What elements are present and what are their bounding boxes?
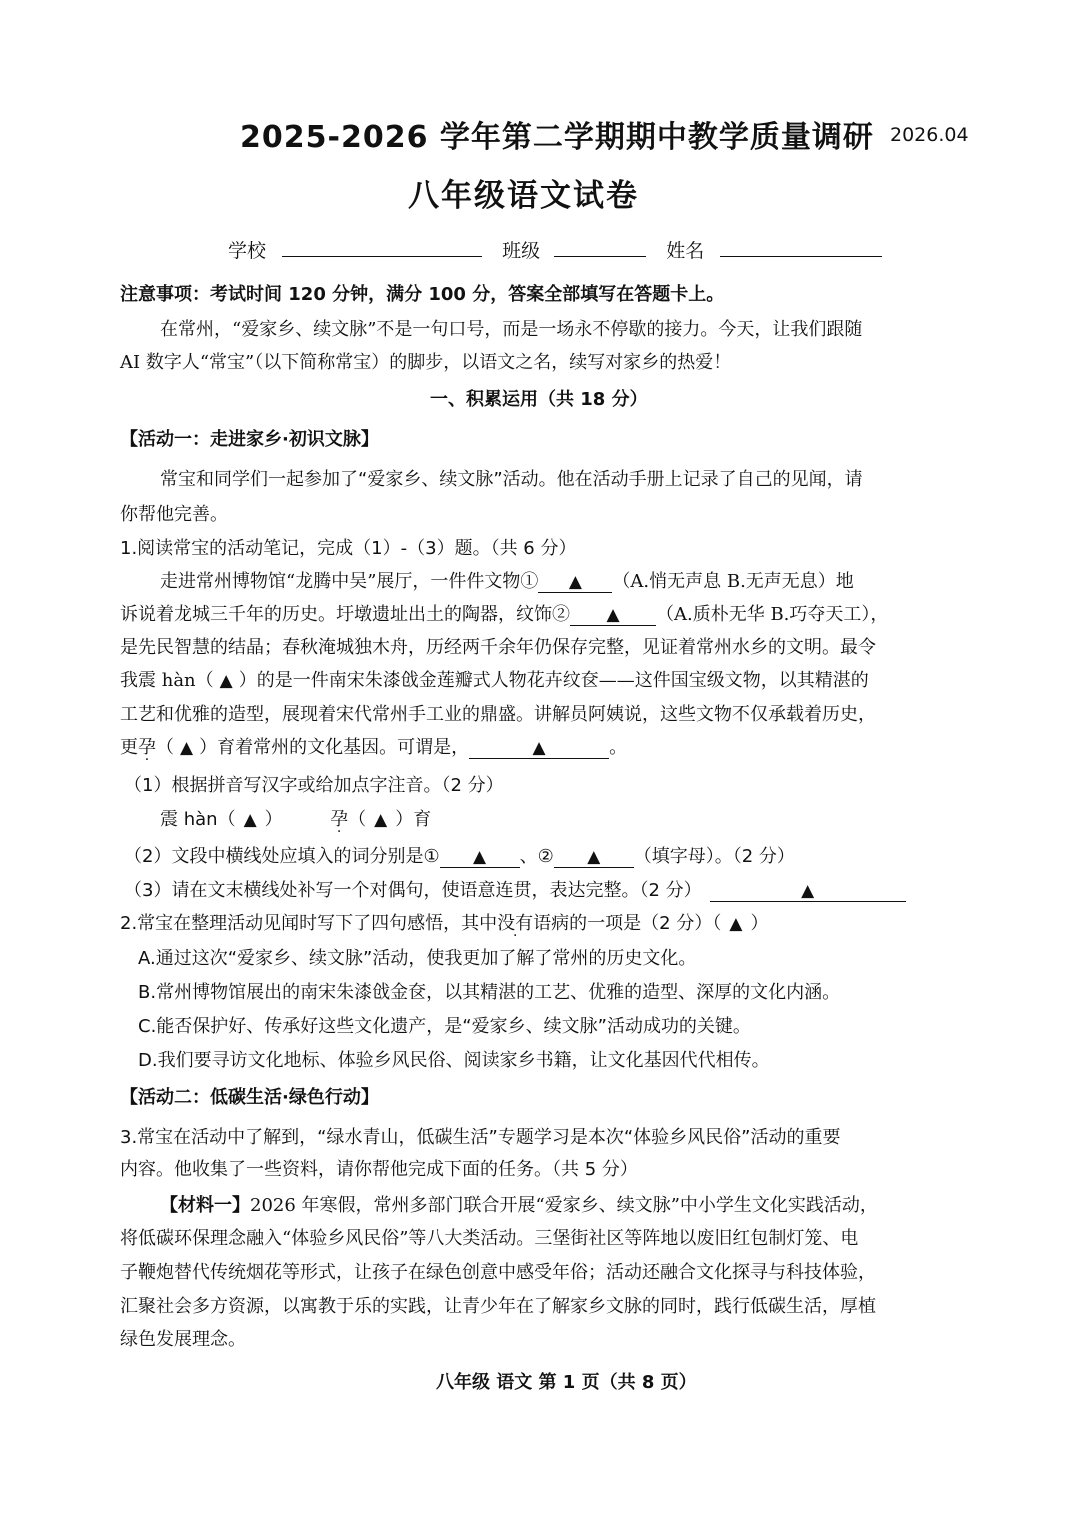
exam-subtitle: 八年级语文试卷 bbox=[408, 178, 639, 214]
q1-stem: 1.阅读常宝的活动笔记，完成（1）-（3）题。（共 6 分） bbox=[120, 538, 577, 559]
name-input-line[interactable] bbox=[720, 238, 882, 257]
q3-material-line-2: 将低碳环保理念融入“体验乡风民俗”等八大类活动。三堡街社区等阵地以废旧红包制灯笼、电 bbox=[120, 1228, 859, 1249]
section-1-title: 一、积累运用（共 18 分） bbox=[430, 389, 648, 410]
school-input-line[interactable] bbox=[282, 238, 482, 257]
class-label: 班级 bbox=[502, 240, 541, 262]
q1-sub-1: （1）根据拼音写汉字或给加点字注音。（2 分） bbox=[124, 775, 504, 796]
material-1-label: 【材料一】 bbox=[160, 1195, 250, 1216]
q2-answer-marker[interactable]: ▲ bbox=[729, 914, 743, 934]
q3-stem-2: 内容。他收集了一些资料，请你帮他完成下面的任务。（共 5 分） bbox=[120, 1159, 638, 1180]
q2-option-b[interactable]: B.常州博物馆展出的南宋朱漆戗金奁，以其精湛的工艺、优雅的造型、深厚的文化内涵。 bbox=[138, 982, 841, 1003]
q1-sub-1-answers: 震 hàn（ ▲ ） 孕（ ▲ ）育 bbox=[160, 809, 432, 830]
q1-passage-line-4: 我震 hàn（ ▲ ）的是一件南宋朱漆戗金莲瓣式人物花卉纹奁——这件国宝级文物，以其精湛的 bbox=[120, 670, 869, 691]
q1-passage-line-5: 工艺和优雅的造型，展现着宋代常州手工业的鼎盛。讲解员阿姨说，这些文物不仅承载着历史， bbox=[120, 704, 876, 725]
q2-option-a[interactable]: A.通过这次“爱家乡、续文脉”活动，使我更加了解了常州的历史文化。 bbox=[138, 948, 697, 969]
sub1-answer-yun[interactable]: ▲ bbox=[374, 810, 388, 830]
q1-couplet-blank[interactable]: ▲ bbox=[469, 738, 609, 759]
q3-material-line-4: 汇聚社会多方资源，以寓教于乐的实践，让青少年在了解家乡文脉的同时，践行低碳生活，厚植 bbox=[120, 1296, 876, 1317]
exam-date: 2026.04 bbox=[890, 124, 969, 146]
q1-passage-line-2: 诉说着龙城三千年的历史。圩墩遗址出土的陶器，纹饰② ▲ （A.质朴无华 B.巧夺天工）， bbox=[120, 604, 889, 625]
q2-option-d[interactable]: D.我们要寻访文化地标、体验乡风民俗、阅读家乡书籍，让文化基因代代相传。 bbox=[138, 1050, 770, 1071]
activity-2-title: 【活动二：低碳生活·绿色行动】 bbox=[120, 1087, 379, 1108]
sub3-answer-blank[interactable]: ▲ bbox=[710, 881, 906, 902]
intro-line-2: AI 数字人“常宝”（以下简称常宝）的脚步，以语文之名，续写对家乡的热爱！ bbox=[120, 352, 732, 373]
q1-blank-1[interactable]: ▲ bbox=[538, 572, 612, 593]
q3-material-line-5: 绿色发展理念。 bbox=[120, 1329, 246, 1350]
q2-stem: 2.常宝在整理活动见闻时写下了四句感悟，其中没有语病的一项是（2 分）（ ▲ ） bbox=[120, 913, 769, 934]
intro-line-1: 在常州，“爱家乡、续文脉”不是一句口号，而是一场永不停歇的接力。今天，让我们跟随 bbox=[160, 319, 863, 340]
q1-answer-marker-han[interactable]: ▲ bbox=[219, 671, 233, 691]
q1-sub-3: （3）请在文末横线处补写一个对偶句，使语意连贯，表达完整。（2 分） ▲ bbox=[124, 879, 906, 903]
q3-material-line-3: 子鞭炮替代传统烟花等形式，让孩子在绿色创意中感受年俗；活动还融合文化探寻与科技体验， bbox=[120, 1262, 876, 1283]
q1-passage-line-1: 走进常州博物馆“龙腾中吴”展厅，一件件文物① ▲ （A.悄无声息 B.无声无息）地 bbox=[160, 571, 854, 592]
dotted-char-yun: 孕 bbox=[138, 737, 156, 758]
q2-option-c[interactable]: C.能否保护好、传承好这些文化遗产，是“爱家乡、续文脉”活动成功的关键。 bbox=[138, 1016, 751, 1037]
school-label: 学校 bbox=[228, 240, 267, 262]
class-input-line[interactable] bbox=[554, 238, 646, 257]
sub2-blank-1[interactable]: ▲ bbox=[440, 847, 520, 868]
activity-1-title: 【活动一：走进家乡·初识文脉】 bbox=[120, 429, 379, 450]
q1-sub-2: （2）文段中横线处应填入的词分别是① ▲ 、② ▲ （填字母）。（2 分） bbox=[124, 846, 795, 867]
q3-stem-1: 3.常宝在活动中了解到，“绿水青山，低碳生活”专题学习是本次“体验乡风民俗”活动的重要 bbox=[120, 1127, 841, 1148]
q3-material-line-1: 【材料一】2026 年寒假，常州多部门联合开展“爱家乡、续文脉”中小学生文化实践活动， bbox=[160, 1195, 878, 1216]
q1-answer-marker-yun[interactable]: ▲ bbox=[180, 738, 194, 758]
sub2-blank-2[interactable]: ▲ bbox=[554, 847, 634, 868]
student-info-row bbox=[228, 236, 882, 263]
exam-notice: 注意事项：考试时间 120 分钟，满分 100 分，答案全部填写在答题卡上。 bbox=[120, 284, 725, 305]
sub1-answer-han[interactable]: ▲ bbox=[243, 810, 257, 830]
dotted-word-meiyou: 没有 bbox=[497, 913, 534, 934]
q1-passage-line-6: 更孕（ ▲ ）育着常州的文化基因。可谓是， ▲ 。 bbox=[120, 737, 628, 758]
activity-1-intro-2: 你帮他完善。 bbox=[120, 504, 228, 525]
q1-passage-line-3: 是先民智慧的结晶；春秋淹城独木舟，历经两千余年仍保存完整，见证着常州水乡的文明。最令 bbox=[120, 637, 876, 658]
page-footer: 八年级 语文 第 1 页（共 8 页） bbox=[436, 1372, 697, 1393]
name-label: 姓名 bbox=[666, 240, 705, 262]
activity-1-intro-1: 常宝和同学们一起参加了“爱家乡、续文脉”活动。他在活动手册上记录了自己的见闻，请 bbox=[160, 469, 863, 490]
q1-blank-2[interactable]: ▲ bbox=[570, 605, 656, 626]
exam-title: 2025-2026 学年第二学期期中教学质量调研 bbox=[240, 120, 874, 155]
